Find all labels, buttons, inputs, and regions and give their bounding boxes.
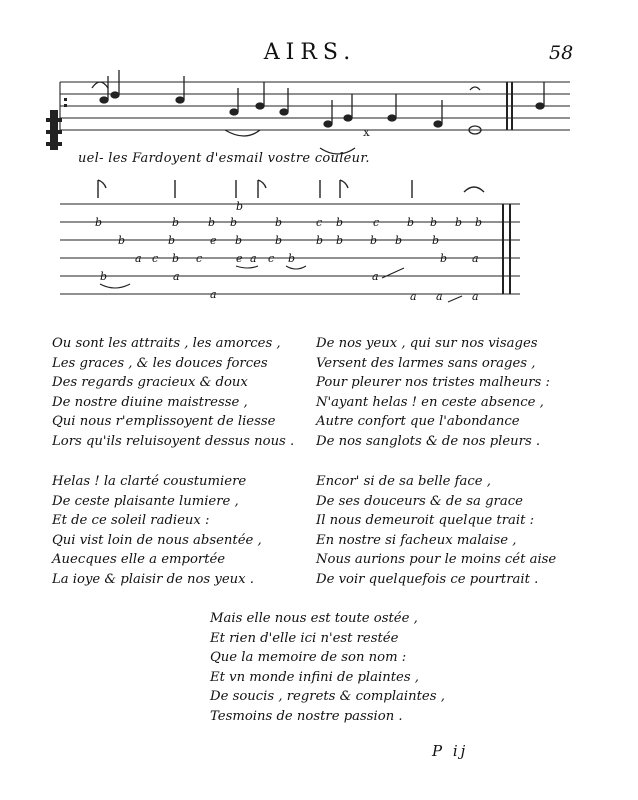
tab-letter: c	[196, 252, 203, 265]
verse-line: De ceste plaisante lumiere ,	[52, 493, 239, 509]
tablature-slurs	[100, 266, 462, 302]
tab-letter: b	[235, 234, 243, 247]
tab-letter: b	[172, 252, 180, 265]
verse-line: De ses douceurs & de sa grace	[316, 493, 523, 509]
tab-letter: b	[370, 234, 378, 247]
staff-notes	[92, 70, 544, 154]
verse-line: Auecques elle a emportée	[52, 552, 226, 567]
verse-line: Et vn monde infini de plaintes ,	[210, 669, 419, 685]
tab-letter: e	[210, 234, 217, 247]
verse-line: Versent des larmes sans orages ,	[316, 355, 536, 371]
tab-letter: c	[316, 216, 323, 229]
tab-letter: b	[100, 270, 108, 283]
tab-letter: b	[440, 252, 448, 265]
stanza-right-1	[316, 334, 550, 451]
svg-text:x: x	[363, 125, 370, 139]
tab-letter: a	[250, 252, 257, 265]
verse-line: Et de ce soleil radieux :	[52, 513, 210, 528]
verse-line: Et rien d'elle ici n'est restée	[210, 630, 399, 646]
stanza-right-2	[316, 472, 556, 589]
verse-line: Encor' si de sa belle face ,	[316, 474, 491, 489]
verse-line: Nous aurions pour le moins cét aise	[316, 552, 557, 567]
page-title: AIRS.	[263, 40, 357, 65]
tab-letter: b	[236, 200, 244, 213]
tab-letter: a	[472, 252, 479, 265]
tab-letter: a	[472, 290, 479, 303]
verse-line: De nostre diuine maistresse ,	[52, 394, 248, 410]
tab-letter: a	[173, 270, 180, 283]
verse-line: Tesmoins de nostre passion .	[210, 708, 403, 724]
tab-letter: c	[152, 252, 159, 265]
tab-letter: b	[336, 234, 344, 247]
verse-line: Il nous demeuroit quelque trait :	[316, 513, 535, 528]
song-lyrics: uel- les Fardoyent d'esmail vostre couleur.	[78, 151, 370, 166]
tab-letter: b	[288, 252, 296, 265]
tab-letter: b	[275, 216, 283, 229]
tab-letter: b	[95, 216, 103, 229]
tab-letter: b	[455, 216, 463, 229]
tab-letter: e	[236, 252, 243, 265]
verse-line: Mais elle nous est toute ostée ,	[210, 611, 418, 626]
tab-letter: b	[172, 216, 180, 229]
stanza-left-1	[52, 334, 294, 451]
tab-letter: b	[407, 216, 415, 229]
verse-line: De voir quelquefois ce pourtrait .	[316, 571, 539, 587]
tablature-staff	[60, 204, 520, 294]
tab-letter: a	[210, 288, 217, 301]
verse-line: En nostre si facheux malaise ,	[316, 532, 517, 548]
verse-line: De nos yeux , qui sur nos visages	[316, 336, 538, 351]
tab-letter: b	[168, 234, 176, 247]
verse-line: De soucis , regrets & complaintes ,	[210, 689, 445, 704]
verse-line: Autre confort que l'abondance	[316, 414, 520, 429]
verse-line: La ioye & plaisir de nos yeux .	[52, 571, 254, 587]
tab-letter: a	[372, 270, 379, 283]
tab-letter: c	[373, 216, 380, 229]
signature-mark: P ij	[432, 742, 469, 760]
tab-letter: b	[316, 234, 324, 247]
tab-letter: b	[432, 234, 440, 247]
verse-line: Ou sont les attraits , les amorces ,	[52, 336, 281, 351]
tab-letter: b	[395, 234, 403, 247]
tab-letter: b	[475, 216, 483, 229]
tab-letter: b	[230, 216, 238, 229]
stanza-left-2	[52, 472, 262, 589]
stanza-final	[210, 609, 445, 726]
verse-line: Les graces , & les douces forces	[52, 355, 268, 371]
staff	[60, 82, 570, 130]
verse-line: Qui nous r'emplissoyent de liesse	[52, 414, 276, 429]
verse-line: Lors qu'ils reluisoyent dessus nous .	[52, 433, 295, 449]
tab-letter: b	[208, 216, 216, 229]
tab-letter: c	[268, 252, 275, 265]
tab-letter: b	[430, 216, 438, 229]
tab-letter: a	[410, 290, 417, 303]
verse-line: Des regards gracieux & doux	[52, 375, 248, 390]
verse-line: Pour pleurer nos tristes malheurs :	[316, 375, 550, 390]
tab-letter: b	[118, 234, 126, 247]
verse-line: N'ayant helas ! en ceste absence ,	[316, 394, 544, 410]
tab-letter: a	[135, 252, 142, 265]
tab-letter: b	[275, 234, 283, 247]
tab-letter: b	[336, 216, 344, 229]
tablature-letters	[95, 200, 482, 303]
verse-line: Que la memoire de son nom :	[210, 650, 407, 665]
verse-line: Helas ! la clarté coustumiere	[52, 474, 247, 489]
rhythm-signs	[98, 180, 484, 198]
page-number: 58	[549, 42, 574, 64]
tab-letter: a	[436, 290, 443, 303]
verse-line: Qui vist loin de nous absentée ,	[52, 532, 262, 548]
verse-line: De nos sanglots & de nos pleurs .	[316, 433, 541, 449]
